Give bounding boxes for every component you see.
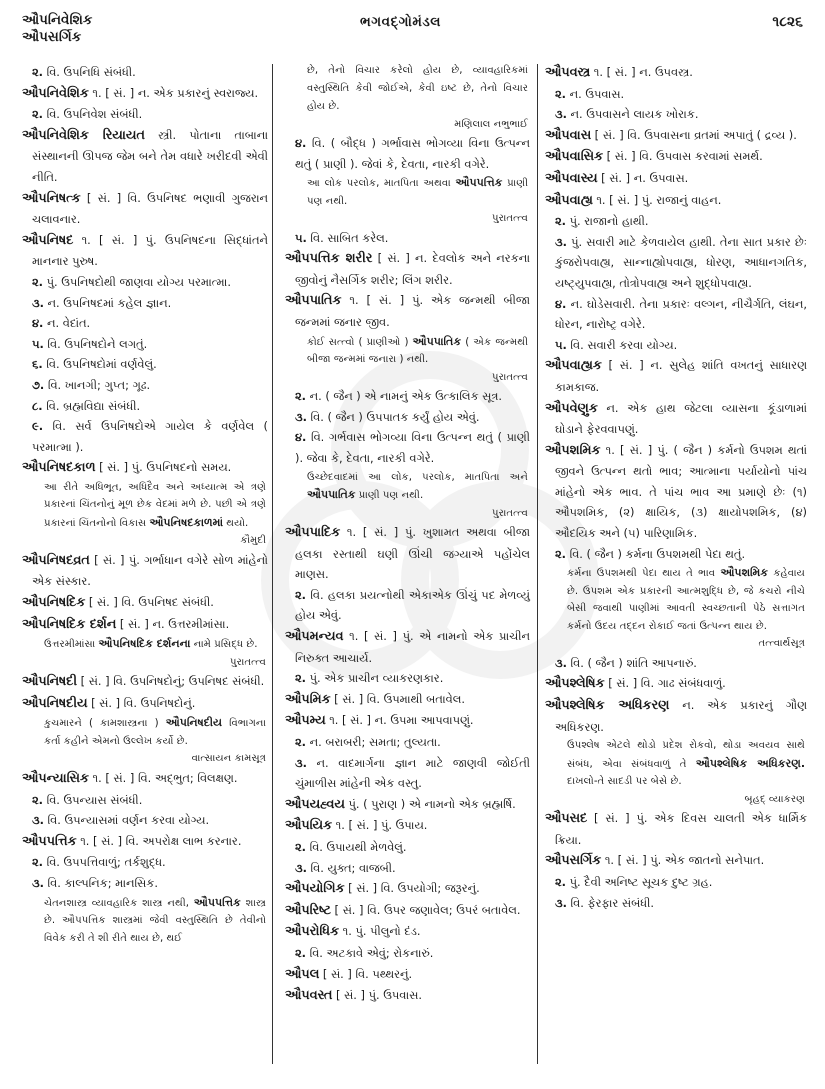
sense-number: ૫. bbox=[32, 336, 44, 351]
definition: [ સં. ] ન. દેવલોક અને નરકના જીવોનું નૈસર્ગિક શરીર; લિંગ શરીર. bbox=[295, 251, 530, 287]
citation-headword: ઔપશમિક bbox=[720, 566, 769, 580]
definition: ૧. [ સં. ] વિ. અપરોક્ષ લાભ કરનાર. bbox=[76, 833, 242, 848]
headword: ઔપનિષદ bbox=[22, 232, 74, 248]
sense-number: ૪. bbox=[295, 430, 307, 445]
sense-number: ૪. bbox=[32, 316, 44, 331]
sense-text: વિ. ઉપનિધિ સંબંધી. bbox=[43, 65, 136, 79]
sense-text: ન. વેદાંત. bbox=[43, 316, 91, 331]
sense-number: ૩. bbox=[32, 295, 44, 310]
sense-text: વિ. કાલ્પનિક; માનસિક. bbox=[43, 875, 158, 890]
dictionary-entry bbox=[285, 689, 530, 711]
sense-number: ૨. bbox=[295, 671, 307, 686]
column-right bbox=[545, 62, 807, 913]
sense-number: ૭. bbox=[32, 377, 45, 392]
sense-line bbox=[545, 84, 807, 105]
sense-line bbox=[22, 790, 268, 811]
citation-text: ઉત્તરમીમાંસા bbox=[44, 639, 99, 651]
citation bbox=[285, 174, 530, 228]
citation bbox=[545, 737, 807, 808]
sense-line bbox=[545, 653, 807, 674]
citation-source: વાત્સાયન કામસૂત્ર bbox=[191, 753, 266, 765]
sense-number: ૨. bbox=[32, 107, 44, 122]
sense-line bbox=[22, 873, 268, 894]
headword: ઔપન્યાસિક bbox=[22, 770, 89, 786]
sense-line bbox=[285, 858, 530, 879]
sense-number: ૨. bbox=[295, 389, 307, 404]
citation-source: મણિલાલ નભુભાઈ bbox=[454, 118, 528, 130]
definition: [ સં. ] વિ. ઉપમાથી બતાવેલ. bbox=[330, 691, 465, 706]
citation-text: ઉચ્છેદવાદમાં આ લોક, પરલોક, માતપિતા અને bbox=[307, 471, 528, 483]
citation-text: નામે પ્રસિદ્ધ છે. bbox=[190, 639, 258, 651]
definition: ૧. [ સં. ] ન. ઉપમા આપવાપણું. bbox=[325, 713, 474, 728]
sense-text: પું. રાજાનો હાથી. bbox=[566, 214, 649, 229]
definition: [ સં. ] પું. ઉપવાસ. bbox=[332, 988, 422, 1003]
sense-line bbox=[22, 375, 268, 396]
sense-number: ૮. bbox=[32, 398, 43, 413]
sense-text: વિ. સર્વ ઉપનિષદોએ ગાયેલ કે વર્ણવેલ ( પરમાત્મા ). bbox=[32, 419, 268, 454]
dictionary-entry bbox=[22, 230, 268, 272]
headword: ઔપરોધિક bbox=[285, 924, 340, 940]
sense-number: ૨. bbox=[295, 945, 307, 960]
dictionary-entry bbox=[545, 808, 807, 850]
sense-line bbox=[285, 753, 530, 794]
sense-text: વિ. બ્રહ્મવિદ્યા સંબંધી. bbox=[42, 398, 141, 413]
definition: [ સં. ] ન. સુલેહ શાંતિ વખતનું સાધારણ કામકાજ. bbox=[555, 358, 807, 394]
headword: ઔપપત્તિક શરીર bbox=[285, 251, 373, 267]
dictionary-entry bbox=[22, 693, 268, 715]
sense-number: ૨. bbox=[555, 546, 567, 561]
sense-number: ૪. bbox=[555, 296, 567, 311]
dictionary-entry bbox=[22, 550, 268, 592]
sense-text: વિ. ખાનગી; ગુપ્ત; ગૂઢ. bbox=[44, 377, 151, 392]
sense-text: પું. સવારી માટે કેળવાયેલ હાથી. તેના સાત પ્રકાર છેઃ કુંજરોપવાહ્ય, સાન્નાહ્યોપવાહ્ય, ધોરણ, આધાનગતિક, યષ્ટ્યુપવાહ્ય, તોત્રોપવાહ્ય અને શુદ્ધોપવાહ્ય. bbox=[555, 234, 807, 290]
sense-line bbox=[22, 810, 268, 831]
definition: ૧. [ સં. ] ન. એક પ્રકારનું સ્વરાજ્ય. bbox=[88, 85, 259, 100]
citation-text: પ્રાણી પણ નથી. bbox=[307, 178, 528, 207]
dictionary-entry bbox=[545, 850, 807, 872]
sense-number: ૩. bbox=[555, 655, 567, 670]
sense-line bbox=[22, 334, 268, 355]
sense-text: વિ. ઉપપત્તિવાળું; તર્કશુદ્ધ. bbox=[43, 855, 166, 870]
sense-text: વિ. ( બૌદ્ધ ) ગર્ભાવાસ ભોગવ્યા વિના ઉત્પન્ન થતું ( પ્રાણી ). જેવાં કે, દેવતા, નારકી વગેરે. bbox=[295, 136, 530, 171]
sense-text: વિ. સવારી કરવા યોગ્ય. bbox=[566, 337, 678, 352]
sense-number: ૩. bbox=[295, 860, 307, 875]
headword: ઔપમ્ય bbox=[285, 713, 326, 729]
headword: ઔપનિષદીય bbox=[22, 695, 88, 711]
citation-text: દાખલો-તે સાદડી પર બેસે છે. bbox=[567, 776, 682, 788]
citation-headword: ઔપશ્લેષિક અધિકરણ. bbox=[695, 756, 805, 770]
sense-line bbox=[285, 837, 530, 858]
sense-line bbox=[545, 232, 807, 294]
dictionary-entry bbox=[285, 710, 530, 732]
headword: ઔપશમિક bbox=[545, 442, 601, 458]
citation-text: શાસ્ત્ર છે. ઔપપત્તિક શાસ્ત્રમાં જેવી વસ્તુસ્થિતિ છે તેવીનો વિવેક કરી તે શી રીતે થાય છે, થઈ bbox=[44, 897, 267, 944]
headword: ઔપવેણુક bbox=[545, 400, 598, 416]
definition: [ સં. ] વિ. ઉપવાસ કરવામાં સમર્થ. bbox=[602, 149, 763, 164]
sense-number: ૨. bbox=[555, 86, 567, 101]
headword: ઔપનિષદિક bbox=[22, 595, 86, 611]
dictionary-entry bbox=[545, 146, 807, 168]
column-left bbox=[22, 62, 268, 947]
sense-number: ૩. bbox=[32, 813, 44, 828]
sense-text: ન. ( જૈન ) એ નામનું એક ઉત્કાલિક સૂત્ર. bbox=[306, 389, 503, 404]
sense-text: ન. ઉપનિષદમાં કહેલ જ્ઞાન. bbox=[43, 295, 172, 310]
guide-word-first: ઔપનિવેશિક bbox=[22, 12, 93, 28]
citation bbox=[22, 635, 268, 671]
headword: ઔપરિષ્ટ bbox=[285, 902, 331, 918]
citation-text: વિભાગના કર્તા કહીને એમનો ઉલ્લેખ કર્યો છે. bbox=[44, 718, 266, 747]
citation-source: કૌમુદી bbox=[240, 535, 266, 547]
sense-text: વિ. ગર્ભવાસ ભોગવ્યા વિના ઉત્પન્ન થતું ( પ્રાણી ). જેવા કે, દેવતા, નારકી વગેરે. bbox=[295, 430, 530, 465]
citation-text: થયો. bbox=[223, 517, 249, 529]
citation-text: છે, તેનો વિચાર કરેલો હોય છે, વ્યાવહારિકમાં વસ્તુસ્થિતિ કેવી જોઈએ, કેવી ઇષ્ટ છે, તેનો વિચાર હોય છે. bbox=[307, 65, 528, 112]
definition: [ સં. ] વિ. ઉપનિષદ ભણાવી ગુજરાન ચલાવનાર. bbox=[32, 190, 268, 227]
sense-line bbox=[545, 893, 807, 914]
dictionary-entry bbox=[285, 794, 530, 816]
sense-number: ૯. bbox=[32, 419, 44, 434]
sense-line bbox=[545, 872, 807, 893]
sense-line bbox=[22, 396, 268, 417]
definition: [ સં. ] ન. ઉત્તરમીમાંસા. bbox=[116, 616, 230, 631]
dictionary-entry bbox=[285, 815, 530, 837]
dictionary-entry bbox=[545, 440, 807, 544]
dictionary-entry bbox=[545, 190, 807, 212]
dictionary-entry bbox=[285, 878, 530, 900]
citation-text: પ્રાણી પણ નથી. bbox=[355, 490, 424, 502]
sense-line bbox=[285, 943, 530, 964]
headword: ઔપયહ્વય bbox=[285, 796, 345, 812]
definition: ૧. [ સં. ] ન. ઉપવસ્ત્ર. bbox=[590, 65, 693, 79]
headword: ઔપશ્લેષિક અધિકરણ bbox=[545, 697, 670, 713]
sense-line bbox=[285, 732, 530, 753]
guide-words bbox=[22, 12, 92, 46]
headword: ઔપમન્યવ bbox=[285, 629, 344, 644]
dictionary-entry bbox=[545, 168, 807, 190]
definition: ૧. પું. પીલુનો દંડ. bbox=[339, 924, 421, 939]
sense-line bbox=[285, 585, 530, 626]
sense-line bbox=[285, 427, 530, 468]
headword: ઔપવાસ્ય bbox=[545, 170, 598, 186]
definition: [ સં. ] પું. એક દિવસ ચાલતી એક ધાર્મિક ક્રિયા. bbox=[555, 811, 807, 847]
sense-number: ૨. bbox=[32, 792, 44, 807]
sense-text: વિ. ફેરફાર સંબંધી. bbox=[566, 895, 654, 910]
citation bbox=[285, 469, 530, 523]
headword: ઔપવસ્ત bbox=[285, 988, 333, 1004]
sense-text: વિ. ઉપન્યાસમાં વર્ણન કરવા યોગ્ય. bbox=[43, 813, 210, 828]
sense-text: પું. દૈવી અનિષ્ટ સૂચક દુષ્ટ ગ્રહ. bbox=[566, 874, 713, 889]
definition: ૧. [ સં. ] પું. એક જાતનો સનેપાત. bbox=[601, 853, 765, 868]
dictionary-entry bbox=[285, 290, 530, 332]
citation-source: પુરાતત્ત્વ bbox=[492, 507, 528, 519]
definition: [ સં. ] વિ. ઉપવાસના વ્રતમાં અપાતું ( દ્રવ્ય ). bbox=[591, 127, 797, 142]
sense-number: ૨. bbox=[32, 274, 44, 289]
citation-headword: ઔપપત્તિક bbox=[193, 895, 241, 909]
definition: [ સં. ] વિ. ઉપનિષદોનું. bbox=[87, 695, 196, 710]
dictionary-entry bbox=[22, 457, 268, 479]
headword: ઔપપાતિક bbox=[285, 293, 342, 309]
sense-text: ન. ઘોડેસવારી. તેના પ્રકારઃ વલ્ગન, નીચૈર્ગતિ, લંઘન, ધોરન, નારોષ્ટ્ર વગેરે. bbox=[555, 296, 807, 332]
citation-headword: ઔપપાતિક bbox=[307, 488, 356, 502]
sense-number: ૨. bbox=[555, 214, 567, 229]
citation-text: કહેવાય છે. ઉપશમ એક પ્રકારની આત્મશુદ્ધિ છે, જે કચરો નીચે બેસી જવાથી પાણીમાં આવતી સ્વચ્છતાની પેઠે સત્તાગત કર્મનો ઉદય તદ્દન રોકાઈ જતાં ઉત્પન્ન થાય છે. bbox=[567, 568, 805, 632]
headword: ઔપવાહ્યક bbox=[545, 358, 602, 374]
sense-number: ૨. bbox=[32, 65, 44, 79]
citation-text: આ રીતે અધિભૂત, અધિદૈવ અને અધ્યાત્મ એ ત્રણે પ્રકારનાં ચિંતનોનું મૂળ છેક વેદમાં મળે છે. પછી એ ત્રણે પ્રકારનાં ચિંતનોનો વિકાસ bbox=[44, 481, 266, 529]
sense-line bbox=[545, 104, 807, 125]
sense-number: ૨. bbox=[555, 874, 567, 889]
citation-text: કોઈ સત્ત્વો ( પ્રાણીઓ ) bbox=[307, 336, 413, 348]
definition: પું. ( પુરાણ ) એ નામનો એક બ્રહ્મર્ષિ. bbox=[344, 796, 516, 811]
sense-line bbox=[545, 335, 807, 356]
sense-number: ૩. bbox=[32, 875, 44, 890]
headword: ઔપનિષદી bbox=[22, 674, 77, 690]
citation bbox=[545, 564, 807, 653]
headword: ઔપવાહ્ય bbox=[545, 192, 593, 208]
sense-line bbox=[285, 407, 530, 428]
citation-text: કર્મના ઉપશમથી પેદા થાય તે ભાવ bbox=[567, 568, 721, 580]
headword: ઔપયિક bbox=[285, 818, 332, 834]
citation-source: પુરાતત્ત્વ bbox=[230, 656, 266, 668]
definition: [ સં. ] વિ. પથ્થરનું. bbox=[319, 966, 413, 981]
headword: ઔપનિષદવ્રત bbox=[22, 552, 90, 568]
sense-line bbox=[22, 62, 268, 83]
sense-text: ન. ઉપવાસ. bbox=[566, 86, 625, 101]
running-title: ભગવદ્ગોમંડલ bbox=[360, 14, 441, 30]
sense-line bbox=[285, 133, 530, 174]
definition: સ્ત્રી. પોતાના તાબાના સંસ્થાનની ઊપજ જેમ બને તેમ વધારે ખરીદવી એવી નીતિ. bbox=[32, 127, 268, 184]
definition: ૧. [ સં. ] પું. ઉપાય. bbox=[332, 818, 428, 833]
citation-headword: ઔપપત્તિક bbox=[455, 176, 503, 190]
dictionary-entry bbox=[285, 522, 530, 585]
sense-number: ૩. bbox=[555, 895, 567, 910]
dictionary-entry bbox=[22, 671, 268, 693]
sense-text: વિ. ઉપનિષદોમાં વર્ણવેલું. bbox=[42, 357, 157, 372]
headword: ઔપપત્તિક bbox=[22, 833, 77, 849]
sense-number: ૩. bbox=[555, 107, 567, 122]
sense-text: પું. એક પ્રાચીન વ્યાકરણકાર. bbox=[306, 671, 444, 686]
column-middle bbox=[285, 62, 530, 1007]
sense-line bbox=[285, 668, 530, 689]
sense-text: વિ. હલકા પ્રયત્નોથી એકાએક ઊંચું પદ મેળવ્યું હોય એવું. bbox=[295, 587, 530, 623]
citation bbox=[285, 62, 530, 133]
citation bbox=[285, 333, 530, 387]
citation-headword: ઔપનિષદીય bbox=[165, 716, 223, 730]
citation-text: આ લોક પરલોક, માતપિતા અથવા bbox=[307, 178, 456, 190]
definition: [ સં. ] વિ. ઉપનિષદોનું; ઉપનિષદ સંબંધી. bbox=[76, 674, 265, 689]
headword: ઔપલ bbox=[285, 966, 320, 982]
sense-line bbox=[285, 228, 530, 249]
sense-line bbox=[22, 293, 268, 314]
dictionary-entry bbox=[285, 921, 530, 943]
sense-text: ન. બરાબરી; સમતા; તુલ્યતા. bbox=[306, 734, 441, 749]
citation-headword: ઔપનિષદિક દર્શનના bbox=[98, 637, 191, 651]
sense-text: વિ. અટકાવે એવું; રોકનારું. bbox=[306, 945, 434, 960]
dictionary-entry bbox=[285, 626, 530, 668]
sense-number: ૬. bbox=[32, 357, 43, 372]
dictionary-entry bbox=[22, 188, 268, 230]
sense-number: ૩. bbox=[295, 755, 307, 770]
definition: ૧. [ સં. ] પું. ઉપનિષદના સિદ્ધાંતને માનનાર પુરુષ. bbox=[32, 232, 268, 269]
sense-text: વિ. ઉપનિષદોને લગતું. bbox=[43, 336, 148, 351]
sense-line bbox=[545, 211, 807, 232]
sense-line bbox=[285, 386, 530, 407]
headword: ઔપશ્લેષિક bbox=[545, 676, 605, 692]
dictionary-entry bbox=[545, 695, 807, 737]
citation bbox=[22, 479, 268, 550]
citation-text: કુચમારને ( કામશાસ્ત્રના ) bbox=[44, 718, 166, 730]
dictionary-entry bbox=[545, 62, 807, 84]
definition: ૧. [ સં. ] વિ. અદ્ભુત; વિલક્ષણ. bbox=[88, 770, 238, 785]
headword: ઔપનિવેશિક bbox=[22, 85, 89, 101]
definition: ન. એક હાથ જેટલા વ્યાસના કૂંડાળામાં ઘોડાને ફેરવવાપણું. bbox=[555, 400, 807, 437]
sense-number: ૫. bbox=[295, 230, 307, 245]
dictionary-entry bbox=[545, 398, 807, 440]
definition: [ સં. ] પું. ગર્ભાધાન વગેરે સોળ માંહેનો એક સંસ્કાર. bbox=[32, 552, 268, 589]
sense-line bbox=[22, 104, 268, 125]
sense-line bbox=[545, 294, 807, 335]
citation-source: બૃહદ્ વ્યાકરણ bbox=[744, 793, 805, 805]
citation-source: પુરાતત્ત્વ bbox=[492, 371, 528, 383]
sense-line bbox=[22, 272, 268, 293]
citation-headword: ઔપનિષદકાળમાં bbox=[149, 515, 224, 529]
citation bbox=[22, 894, 268, 948]
sense-number: ૨. bbox=[295, 587, 307, 602]
sense-text: વિ. યુક્ત; વાજબી. bbox=[306, 860, 396, 875]
definition: ૧. [ સં. ] પું. રાજાનું વાહન. bbox=[592, 192, 722, 207]
headword: ઔપપાદિક bbox=[285, 525, 341, 541]
definition: ૧. [ સં. ] પું. એક જન્મથી બીજા જન્મમાં જનાર જીવ. bbox=[295, 293, 530, 330]
dictionary-entry bbox=[285, 248, 530, 290]
column-divider bbox=[272, 64, 273, 1064]
headword: ઔપનિવેશિક રિયાયત bbox=[22, 127, 145, 143]
sense-number: ૨. bbox=[32, 855, 44, 870]
dictionary-entry bbox=[285, 900, 530, 922]
page-number: ૧૮૨૬ bbox=[772, 14, 803, 30]
column-divider bbox=[537, 64, 538, 1064]
headword: ઔપનિષદિક દર્શન bbox=[22, 616, 117, 632]
headword: ઔપયોગિક bbox=[285, 881, 345, 897]
sense-line bbox=[545, 544, 807, 565]
sense-line bbox=[22, 313, 268, 334]
sense-text: ન. ઉપવાસને લાયક ખોરાક. bbox=[566, 107, 699, 122]
sense-number: ૨. bbox=[295, 734, 307, 749]
sense-text: વિ. ( જૈન ) ઉપપાતક કર્યું હોય એવું. bbox=[306, 409, 480, 424]
sense-number: ૨. bbox=[295, 839, 307, 854]
sense-number: ૩. bbox=[555, 234, 567, 249]
definition: ૧. [ સં. ] પું. એ નામનો એક પ્રાચીન નિરુક્ત આચાર્ય. bbox=[295, 629, 530, 665]
sense-number: ૪. bbox=[295, 136, 307, 150]
sense-text: ન. વાદમાર્ગના જ્ઞાન માટે જાણવી જોઈતી ચુંમાળીસ માંહેની એક વસ્તુ. bbox=[295, 755, 530, 791]
dictionary-entry bbox=[22, 831, 268, 853]
sense-line bbox=[22, 354, 268, 375]
dictionary-entry bbox=[22, 125, 268, 188]
definition: [ સં. ] વિ. ઉપર જણાવેલ; ઉપરં બતાવેલ. bbox=[330, 902, 521, 917]
dictionary-entry bbox=[285, 964, 530, 986]
definition: [ સં. ] પું. ઉપનિષદનો સમય. bbox=[95, 460, 232, 475]
dictionary-entry bbox=[22, 592, 268, 614]
sense-text: વિ. સાબિત કરેલ. bbox=[306, 230, 389, 245]
citation-text: ( એક જન્મથી બીજા જન્મમાં જનારા ) નથી. bbox=[307, 336, 528, 366]
citation-source: પુરાતત્ત્વ bbox=[492, 213, 528, 225]
dictionary-entry bbox=[545, 673, 807, 695]
citation-text: ઉપશ્લેષ એટલે થોડો પ્રદેશ રોકવો, થોડા અવયવ સાથે સંબંધ, એવા સંબંધવાળું તે bbox=[567, 740, 805, 770]
sense-text: પું. ઉપનિષદોથી જાણવા યોગ્ય પરમાત્મા. bbox=[43, 274, 231, 289]
guide-word-last: ઔપસર્ગિક bbox=[22, 29, 82, 45]
sense-number: ૩. bbox=[295, 409, 307, 424]
sense-text: વિ. ( જૈન ) શાંતિ આપનારું. bbox=[566, 655, 697, 670]
headword: ઔપનિષદકાળ bbox=[22, 460, 96, 476]
definition: ન. એક પ્રકારનું ગૌણ અધિકરણ. bbox=[555, 697, 807, 734]
dictionary-entry bbox=[22, 614, 268, 636]
headword: ઔપવાસિક bbox=[545, 149, 603, 165]
definition: ૧. [ સં. ] પું. ખુશામત અથવા બીજા હલકા રસ્તાથી ઘણી ઊંચી જગ્યાએ પહોંચેલ માણસ. bbox=[295, 525, 530, 582]
headword: ઔપમિક bbox=[285, 691, 331, 707]
page-header bbox=[0, 6, 825, 46]
definition: [ સં. ] વિ. ગાઢ સંબંધવાળું. bbox=[604, 676, 726, 691]
sense-text: વિ. ઉપાયથી મેળવેલું. bbox=[306, 839, 407, 854]
sense-text: વિ. ( જૈન ) કર્મના ઉપશમથી પેદા થતું. bbox=[566, 546, 746, 561]
dictionary-entry bbox=[22, 768, 268, 790]
dictionary-entry bbox=[545, 355, 807, 397]
dictionary-entry bbox=[545, 125, 807, 147]
definition: [ સં. ] વિ. ઉપયોગી; જરૂરનું. bbox=[344, 881, 480, 896]
dictionary-entry bbox=[285, 985, 530, 1007]
sense-number: ૫. bbox=[555, 337, 567, 352]
headword: ઔપસર્ગિક bbox=[545, 853, 602, 869]
citation bbox=[22, 714, 268, 768]
sense-text: વિ. ઉપન્યાસ સંબંધી. bbox=[43, 792, 143, 807]
definition: [ સં. ] વિ. ઉપનિષદ સંબંધી. bbox=[85, 595, 214, 610]
sense-text: વિ. ઉપનિવેશ સંબંધી. bbox=[43, 107, 143, 122]
citation-source: તત્ત્વાર્થસૂત્ર bbox=[758, 638, 805, 650]
headword: ઔપસદ bbox=[545, 811, 588, 827]
headword: ઔપવાસ bbox=[545, 127, 592, 143]
sense-line bbox=[22, 416, 268, 457]
citation-headword: ઔપપાતિક bbox=[412, 334, 462, 348]
dictionary-entry bbox=[22, 83, 268, 105]
headword: ઔપનિષત્ક bbox=[22, 190, 81, 206]
headword: ઔપવસ્ત્ર bbox=[545, 65, 591, 80]
definition: [ સં. ] ન. ઉપવાસ. bbox=[597, 170, 689, 185]
definition: ૧. [ સં. ] પું. ( જૈન ) કર્મનો ઉપશમ થતાં જીવને ઉત્પન્ન થતો ભાવ; આત્માના પર્યાયોનો પાંચ માંહેનો એક ભાવ. તે પાંચ ભાવ આ પ્રમાણે છેઃ (૧) ઔપશમિક, (૨) ક્ષાયિક, (૩) ક્ષાયોપશમિક, (૪) ઔદયિક અને (૫) પારિણામિક. bbox=[555, 442, 807, 541]
sense-line bbox=[22, 852, 268, 873]
citation-text: ચેતનશાસ્ત્ર વ્યાવહારિક શાસ્ત્ર નથી, bbox=[44, 897, 194, 909]
